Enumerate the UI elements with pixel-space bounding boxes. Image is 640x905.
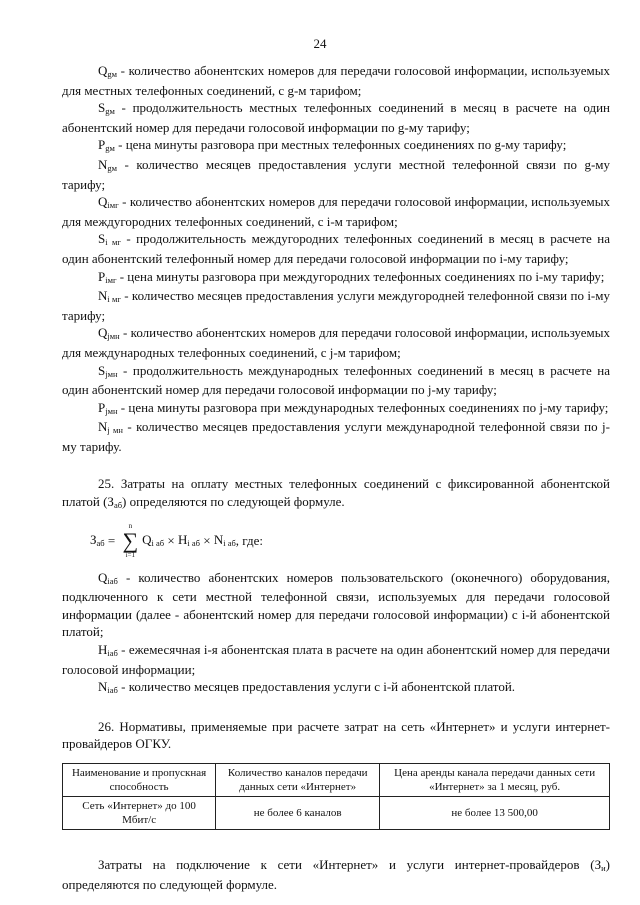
definition-text: - количество месяцев предоставления услуги международной телефонной связи по j-му тарифу. (62, 419, 610, 454)
definition-subscript: jмн (105, 405, 118, 416)
definition-text: - продолжительность международных телефонных соединений в месяц в расчете на один абонентский номер для передачи голосовой информации по j-му тарифу; (62, 362, 610, 398)
definition-item (62, 641, 610, 678)
definition-subscript: j мн (107, 425, 123, 436)
closing-text-end: ) определяются по следующей формуле. (62, 857, 610, 892)
table-header-cell: Цена аренды канала передачи данных сети «Интернет» за 1 месяц, руб. (380, 764, 610, 797)
definition-text: - количество абонентских номеров пользовательского (оконечного) оборудования, подключенного к сети местной телефонной связи, используемых для передачи голосовой информации (далее - абонентский номер для передачи голосовой информации) с i-й абонентской платой; (62, 569, 610, 640)
formula-lhs: $З_{аб}$ (90, 531, 105, 548)
page-number: 24 (313, 36, 327, 51)
table-cell: не более 6 каналов (216, 797, 380, 830)
table-cell: Сеть «Интернет» до 100 Мбит/с (63, 797, 216, 830)
section-25-text-end: ) определяются по следующей формуле. (122, 494, 345, 510)
section-25-text: 25. Затраты на оплату местных телефонных соединений с фиксированной абонентской платой (З (62, 476, 610, 510)
definition-subscript: gм (107, 69, 118, 79)
definition-symbol: S (98, 362, 106, 378)
definition-subscript: gм (107, 162, 118, 173)
table-row (63, 797, 610, 830)
definition-text: - количество месяцев предоставления услуги с i-й абонентской платой. (117, 679, 516, 695)
formula-times: × (164, 532, 178, 548)
definition-subscript: iаб (107, 575, 118, 586)
definition-text: - цена минуты разговора при международных телефонных соединениях по j-му тарифу; (117, 399, 609, 415)
formula-definitions (62, 569, 610, 698)
definition-text: - цена минуты разговора при междугородних телефонных соединениях по i-му тарифу; (116, 268, 605, 284)
definition-item (62, 287, 610, 324)
table-cell: не более 13 500,00 (380, 797, 610, 830)
definition-subscript: iаб (107, 685, 118, 696)
definition-item (62, 399, 610, 419)
formula-q: $Q_{i аб}$ (142, 531, 165, 548)
closing-sub: и (601, 863, 606, 873)
formula-tail: , где: (235, 532, 263, 548)
page-content (62, 62, 610, 893)
section-25-intro (62, 475, 610, 512)
definition-item (62, 156, 610, 193)
definition-text: - цена минуты разговора при местных телефонных соединениях по g-му тарифу; (114, 137, 567, 153)
definition-symbol: S (98, 231, 106, 247)
definition-symbol: N (98, 679, 108, 695)
definition-item (62, 418, 610, 455)
table-header-cell: Наименование и пропускная способность (63, 764, 216, 797)
definition-symbol: P (98, 399, 106, 415)
sum-symbol: n ∑ i=1 (122, 521, 139, 559)
definition-text: - продолжительность междугородних телефонных соединений в месяц в расчете на один абонентский телефонный номер для передачи голосовой информации по i-му тарифу; (62, 231, 610, 266)
definition-item (62, 230, 610, 267)
definition-item (62, 99, 610, 136)
formula-equals: = (104, 532, 119, 548)
table-header-row (63, 764, 610, 797)
formula-n: $N_{i аб}$ (213, 531, 236, 548)
definition-item (62, 136, 610, 156)
definition-symbol: H (98, 642, 108, 658)
definition-item (62, 193, 610, 230)
definition-subscript: jмн (105, 368, 118, 379)
definition-item (62, 324, 610, 361)
definition-symbol: Q (98, 63, 108, 78)
definition-symbol: N (98, 288, 108, 304)
definitions-list (62, 62, 610, 455)
formula-zab (90, 521, 610, 561)
section-26-intro: 26. Нормативы, применяемые при расчете затрат на сеть «Интернет» и услуги интернет-провайдеров ОГКУ. (62, 718, 610, 752)
definition-subscript: i мг (105, 237, 121, 248)
definition-subscript: i мг (107, 294, 121, 305)
section-25-sub: аб (113, 500, 123, 511)
definition-symbol: N (98, 419, 108, 435)
definition-text: - количество абонентских номеров для передачи голосовой информации, используемых для местных телефонных соединений, с g-м тарифом; (62, 63, 610, 98)
internet-norms-table (62, 763, 610, 830)
definition-subscript: iаб (107, 648, 118, 659)
definition-item (62, 62, 610, 99)
definition-item (62, 678, 610, 698)
definition-item (62, 569, 610, 641)
formula-h: $H_{i аб}$ (177, 531, 200, 548)
definition-subscript: gм (105, 143, 115, 154)
definition-text: - продолжительность местных телефонных соединений в месяц в расчете на один абонентский номер для передачи голосовой информации по g-му тарифу; (62, 100, 610, 135)
definition-text: - ежемесячная i-я абонентская плата в расчете на один абонентский номер для передачи голосовой информации; (62, 642, 610, 677)
definition-subscript: gм (105, 106, 115, 117)
definition-text: - количество абонентских номеров для передачи голосовой информации, используемых для международных телефонных соединений, с j-м тарифом; (62, 325, 610, 360)
definition-item (62, 268, 610, 288)
closing-text: Затраты на подключение к сети «Интернет» и услуги интернет-провайдеров (З (98, 857, 602, 872)
definition-symbol: Q (98, 325, 108, 341)
definition-symbol: Q (98, 569, 108, 585)
section-26-closing (62, 856, 610, 893)
definition-text: - количество абонентских номеров для передачи голосовой информации, используемых для междугородних телефонных соединений, с i-м тарифом; (62, 194, 610, 229)
definition-subscript: iмг (105, 274, 117, 285)
formula-times: × (199, 532, 214, 548)
definition-symbol: P (98, 137, 106, 153)
definition-subscript: jмн (107, 331, 120, 342)
definition-symbol: Q (98, 194, 108, 210)
table-header-cell: Количество каналов передачи данных сети «Интернет» (216, 764, 380, 797)
definition-symbol: S (98, 100, 106, 116)
definition-symbol: P (98, 268, 106, 284)
definition-symbol: N (98, 156, 108, 172)
definition-text: - количество месяцев предоставления услуги местной телефонной связи по g-му тарифу; (62, 156, 610, 192)
definition-subscript: iмг (107, 200, 119, 211)
definition-item (62, 362, 610, 399)
definition-text: - количество месяцев предоставления услуги междугородней телефонной связи по i-му тарифу; (62, 288, 610, 323)
